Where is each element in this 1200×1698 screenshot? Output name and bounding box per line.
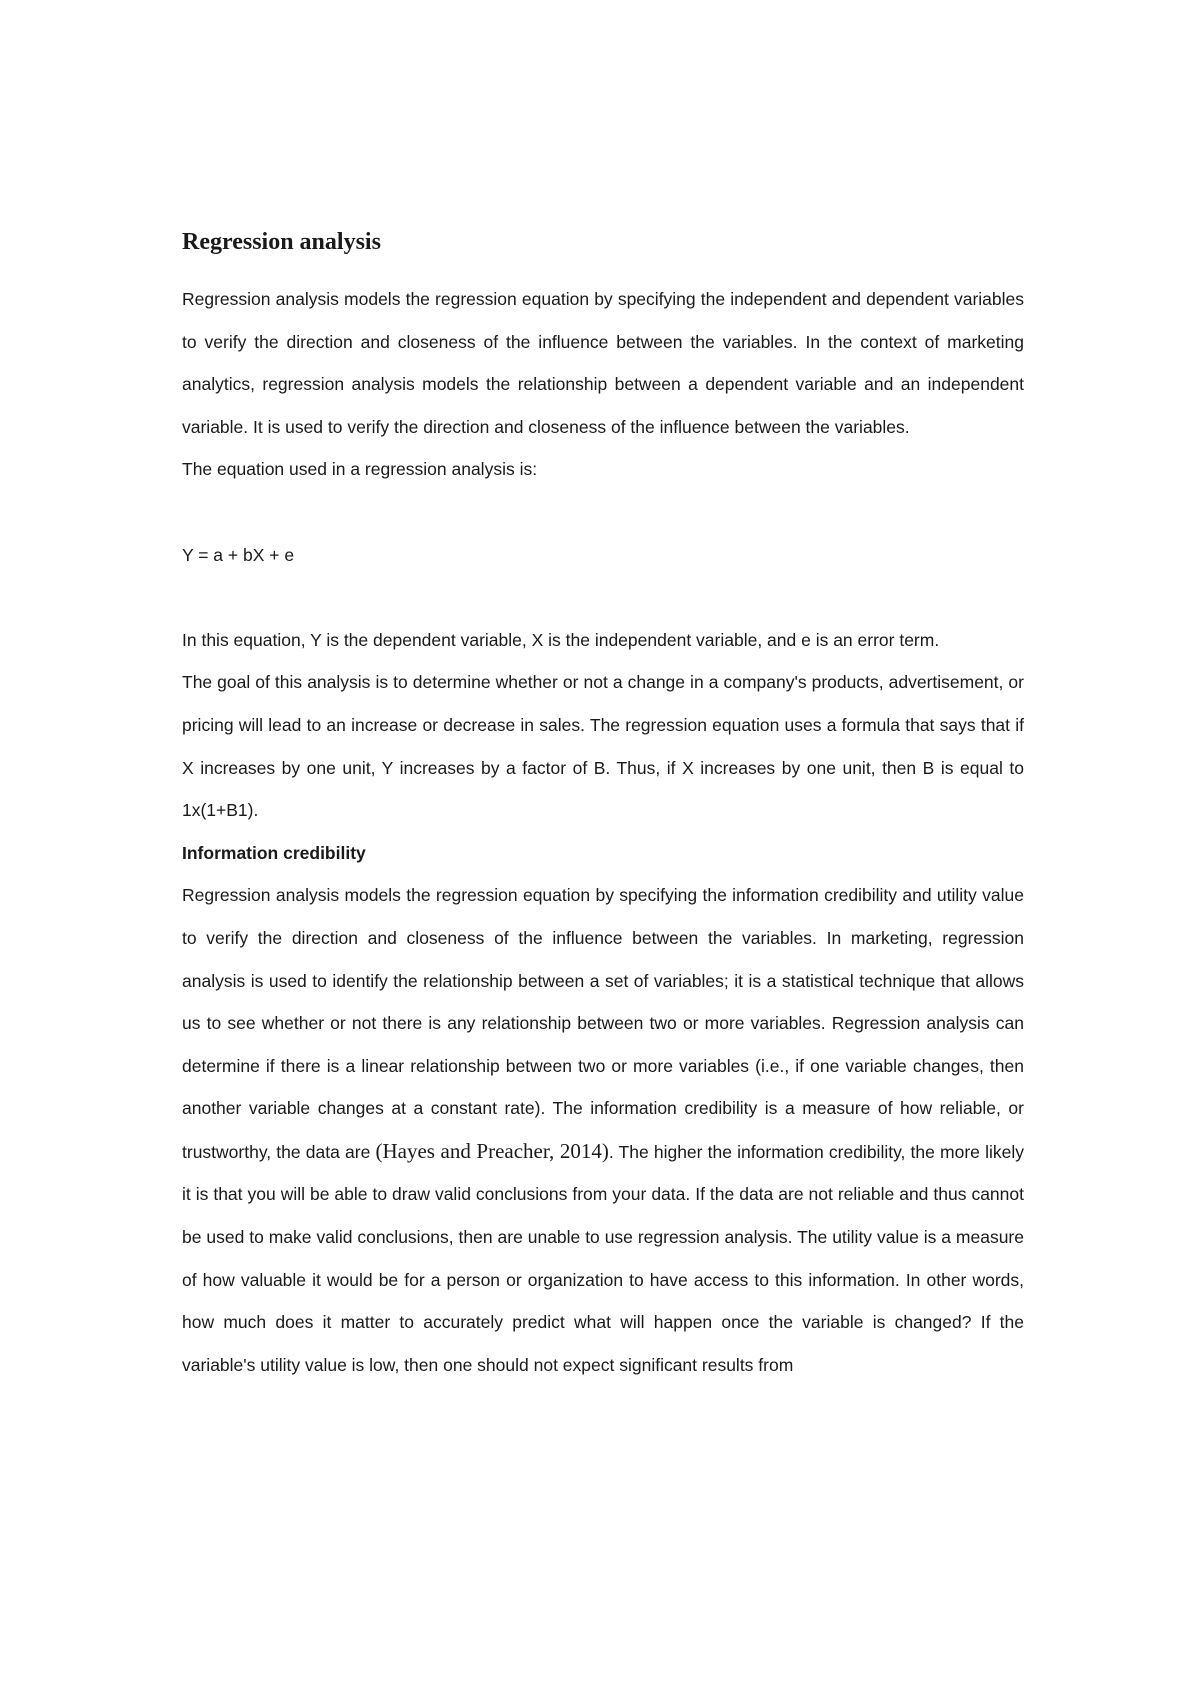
document-body xyxy=(182,226,1024,1386)
section-heading: Information credibility xyxy=(182,842,366,863)
paragraph-text-part-1: Regression analysis models the regression equation by specifying the information credibility and utility value to verify the direction and closeness of the influence between the variables. In marketing, regression analysis is used to identify the relationship between a set of variables; it is a statistical technique that allows us to see whether or not there is any relationship between two or more variables. Regression analysis can determine if there is a linear relationship between two or more variables (i.e., if one variable changes, then another variable changes at a constant rate). The information credibility is a measure of how reliable, or trustworthy, the data are xyxy=(182,885,1024,1162)
paragraph-information-credibility xyxy=(182,874,1024,1386)
paragraph-text-part-2: . The higher the information credibility, the more likely it is that you will be able to draw valid conclusions from your data. If the data are not reliable and thus cannot be used to make valid conclusions, then are unable to use regression analysis. The utility value is a measure of how valuable it would be for a person or organization to have access to this information. In other words, how much does it matter to accurately predict what will happen once the variable is changed? If the variable's utility value is low, then one should not expect significant results from xyxy=(182,1141,1024,1375)
paragraph-intro: Regression analysis models the regression equation by specifying the independent and dependent variables to verify the direction and closeness of the influence between the variables. In the context of marketing analytics, regression analysis models the relationship between a dependent variable and an independent variable. It is used to verify the direction and closeness of the influence between the variables. xyxy=(182,289,1024,437)
document-title: Regression analysis xyxy=(182,229,381,255)
paragraph-equation-intro: The equation used in a regression analysis is: xyxy=(182,459,538,480)
paragraph-equation-explanation: In this equation, Y is the dependent variable, X is the independent variable, and e is an error term. xyxy=(182,629,940,650)
regression-equation: Y = a + bX + e xyxy=(182,544,295,565)
citation: (Hayes and Preacher, 2014) xyxy=(375,1138,609,1163)
paragraph-goal: The goal of this analysis is to determine whether or not a change in a company's products, advertisement, or pricing will lead to an increase or decrease in sales. The regression equation uses a formula that says that if X increases by one unit, Y increases by a factor of B. Thus, if X increases by one unit, then B is equal to 1x(1+B1). xyxy=(182,672,1024,821)
